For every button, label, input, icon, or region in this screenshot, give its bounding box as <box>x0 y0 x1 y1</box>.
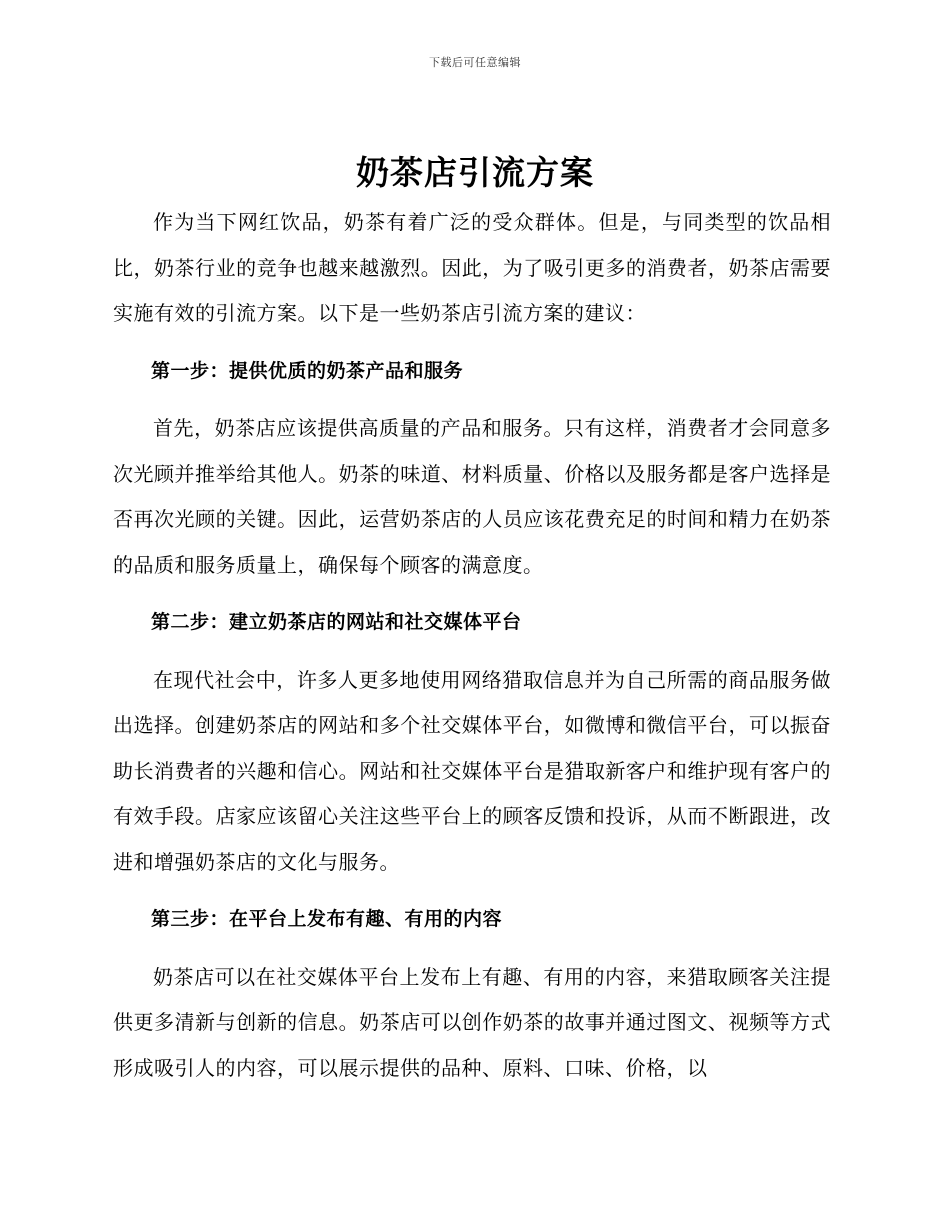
page-header-note: 下载后可任意编辑 <box>429 56 521 69</box>
step-2-heading: 第二步：建立奶茶店的网站和社交媒体平台 <box>151 611 522 633</box>
step-1-heading: 第一步：提供优质的奶茶产品和服务 <box>151 359 464 382</box>
intro-paragraph: 作为当下网红饮品，奶茶有着广泛的受众群体。但是，与同类型的饮品相比，奶茶行业的竞争也越来越激烈。因此，为了吸引更多的消费者，奶茶店需要实施有效的引流方案。以下是一些奶茶店引流方案的建议： <box>113 210 831 325</box>
step-3-heading: 第三步：在平台上发布有趣、有用的内容 <box>151 908 503 930</box>
spacer <box>113 646 831 658</box>
document-title: 奶茶店引流方案 <box>356 153 594 192</box>
spacer <box>113 394 831 406</box>
document-body <box>113 200 831 1091</box>
step-2-paragraph: 在现代社会中，许多人更多地使用网络猎取信息并为自己所需的商品服务做出选择。创建奶茶店的网站和多个社交媒体平台，如微博和微信平台，可以振奋助长消费者的兴趣和信心。网站和社交媒体平台是猎取新客户和维护现有客户的有效手段。店家应该留心关注这些平台上的顾客反馈和投诉，从而不断跟进，改进和增强奶茶店的文化与服务。 <box>113 667 831 874</box>
spacer <box>113 943 831 955</box>
step-3-paragraph: 奶茶店可以在社交媒体平台上发布上有趣、有用的内容，来猎取顾客关注提供更多清新与创新的信息。奶茶店可以创作奶茶的故事并通过图文、视频等方式形成吸引人的内容，可以展示提供的品种、原料、口味、价格，以 <box>113 964 831 1080</box>
spacer <box>113 588 831 600</box>
spacer <box>113 337 831 349</box>
spacer <box>113 885 831 897</box>
step-1-paragraph: 首先，奶茶店应该提供高质量的产品和服务。只有这样，消费者才会同意多次光顾并推举给其他人。奶茶的味道、材料质量、价格以及服务都是客户选择是否再次光顾的关键。因此，运营奶茶店的人员应该花费充足的时间和精力在奶茶的品质和服务质量上，确保每个顾客的满意度。 <box>113 416 831 577</box>
